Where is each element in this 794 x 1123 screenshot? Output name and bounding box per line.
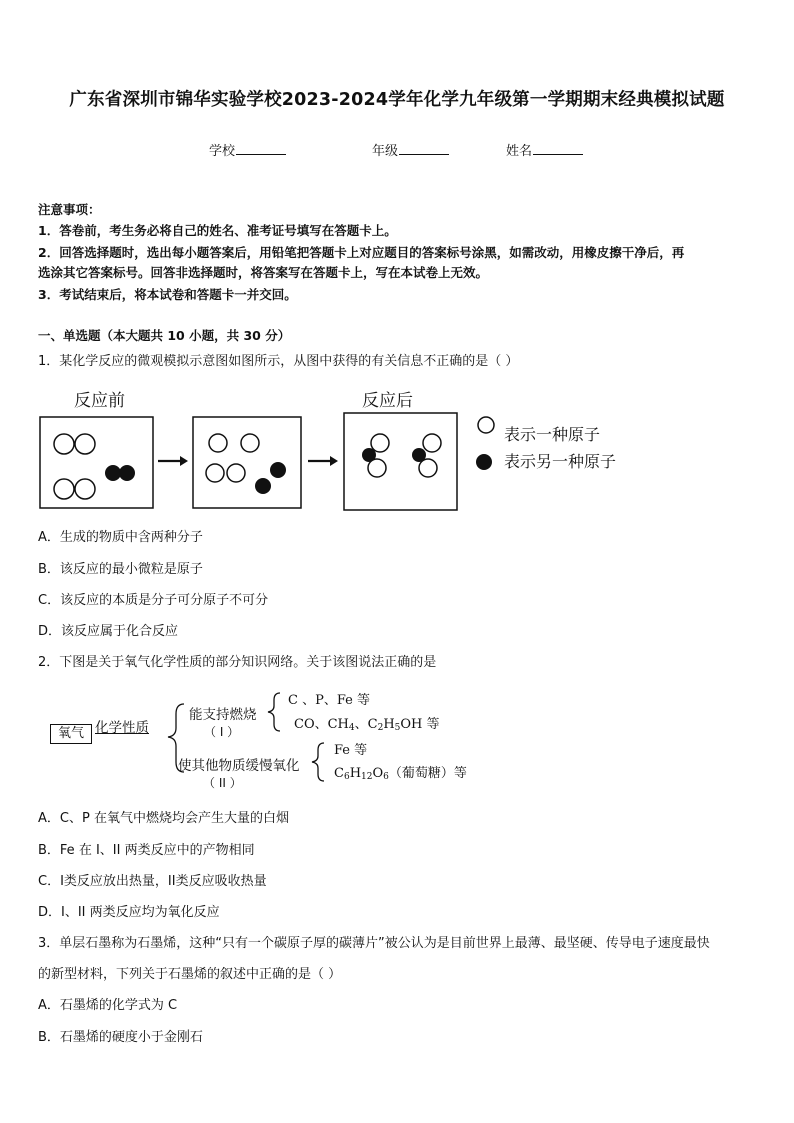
legend-white-atom — [478, 417, 494, 433]
before-label: 反应前 — [74, 391, 125, 411]
notice-item-2-line1: 2．回答选择题时，选出每小题答案后，用铅笔把答题卡上对应题目的答案标号涂黑，如需改动，用橡皮擦干净后，再 — [38, 245, 685, 260]
school-blank[interactable] — [236, 142, 286, 155]
after-box — [344, 413, 457, 510]
q3-stem-line2: 的新型材料，下列关于石墨烯的叙述中正确的是（ ） — [38, 967, 342, 982]
notice-item-3: 3．考试结束后，将本试卷和答题卡一并交回。 — [38, 287, 297, 302]
q1-stem: 1．某化学反应的微观模拟示意图如图所示，从图中获得的有关信息不正确的是（ ） — [38, 354, 519, 369]
legend-black-atom — [476, 454, 492, 470]
branch-1-item-1: C 、P、Fe 等 — [288, 693, 370, 708]
q3-option-b[interactable]: B．石墨烯的硬度小于金刚石 — [38, 1030, 203, 1045]
q2-option-a[interactable]: A．C、P 在氧气中燃烧均会产生大量的白烟 — [38, 811, 289, 826]
exam-title: 广东省深圳市锦华实验学校2023-2024学年化学九年级第一学期期末经典模拟试题 — [69, 90, 725, 110]
sub-brace-2 — [308, 740, 328, 784]
q2-option-c[interactable]: C．I类反应放出热量，II类反应吸收热量 — [38, 874, 267, 889]
q2-option-d[interactable]: D．I、II 两类反应均为氧化反应 — [38, 905, 220, 920]
branch-2-item-1: Fe 等 — [334, 743, 368, 758]
school-label: 学校 — [209, 144, 236, 159]
black-atom — [119, 465, 135, 481]
legend-black-text: 表示另一种原子 — [504, 452, 617, 471]
q1-option-c[interactable]: C．该反应的本质是分子可分原子不可分 — [38, 593, 269, 608]
arrow-head — [180, 456, 188, 466]
oxygen-box: 氧气 — [50, 724, 92, 744]
notice-item-2-line2: 选涂其它答案标号。回答非选择题时，将答案写在答题卡上，写在本试卷上无效。 — [38, 265, 489, 280]
section-heading: 一、单选题（本大题共 10 小题，共 30 分） — [38, 328, 291, 343]
branch-1-label: 能支持燃烧 — [189, 707, 257, 723]
name-label: 姓名 — [506, 144, 533, 159]
q3-stem-line1: 3．单层石墨称为石墨烯，这种“只有一个碳原子厚的碳薄片”被公认为是目前世界上最薄、最坚硬、传导电子速度最快 — [38, 936, 710, 951]
arrow-head — [330, 456, 338, 466]
branch-1-item-2: CO、$CH_4$、$C_2H_5OH$ 等 — [294, 717, 440, 733]
white-atom — [206, 464, 224, 482]
legend-white-text: 表示一种原子 — [504, 425, 601, 444]
school-field — [209, 140, 286, 159]
q1-option-b[interactable]: B．该反应的最小微粒是原子 — [38, 562, 203, 577]
after-label: 反应后 — [362, 391, 413, 411]
white-atom — [371, 434, 389, 452]
white-atom — [423, 434, 441, 452]
notice-heading: 注意事项： — [38, 202, 101, 217]
branch-2-number: （ II ） — [203, 776, 242, 790]
chem-prop-label: 化学性质 — [95, 720, 149, 736]
branch-2-label: 使其他物质缓慢氧化 — [178, 758, 300, 774]
notice-item-1: 1．答卷前，考生务必将自己的姓名、准考证号填写在答题卡上。 — [38, 223, 397, 238]
white-atom — [75, 434, 95, 454]
sub-brace-1 — [264, 690, 284, 734]
white-atom — [209, 434, 227, 452]
white-atom — [419, 459, 437, 477]
white-atom — [54, 479, 74, 499]
branch-1-number: （ I ） — [204, 725, 240, 739]
black-atom — [255, 478, 271, 494]
q1-option-a[interactable]: A．生成的物质中含两种分子 — [38, 530, 203, 545]
q3-option-a[interactable]: A．石墨烯的化学式为 C — [38, 998, 178, 1013]
name-blank[interactable] — [533, 142, 583, 155]
intermediate-box — [193, 417, 301, 508]
q2-stem: 2．下图是关于氧气化学性质的部分知识网络。关于该图说法正确的是 — [38, 655, 437, 670]
white-atom — [227, 464, 245, 482]
grade-blank[interactable] — [399, 142, 449, 155]
white-atom — [368, 459, 386, 477]
branch-2-item-2: $C_6H_{12}O_6$（葡萄糖）等 — [334, 766, 467, 782]
black-atom — [105, 465, 121, 481]
black-atom — [270, 462, 286, 478]
grade-field — [372, 140, 449, 159]
white-atom — [54, 434, 74, 454]
white-atom — [241, 434, 259, 452]
q2-option-b[interactable]: B．Fe 在 I、II 两类反应中的产物相同 — [38, 843, 255, 858]
white-atom — [75, 479, 95, 499]
grade-label: 年级 — [372, 144, 399, 159]
name-field — [506, 140, 583, 159]
q1-option-d[interactable]: D．该反应属于化合反应 — [38, 624, 179, 639]
